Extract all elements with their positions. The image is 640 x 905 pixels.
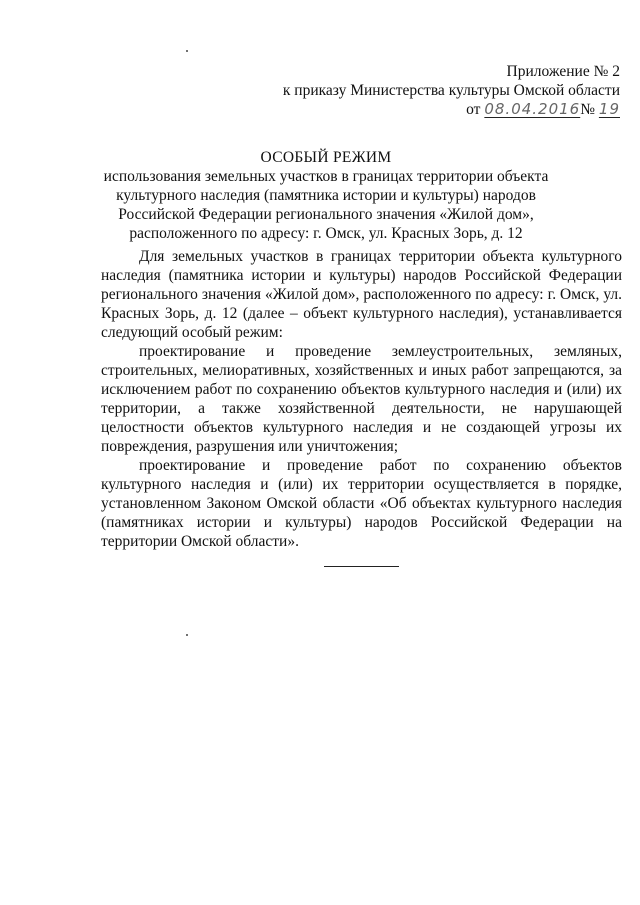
document-subtitle: использования земельных участков в границах территории объекта культурного наследия (памятника истории и культуры) народов Российской Федерации регионального значения «Жилой дом», расположенного по адресу: г. Омск, ул. Красных Зорь, д. 12: [103, 168, 549, 242]
handwritten-number: 19: [598, 100, 620, 118]
scan-speck: [186, 50, 188, 52]
document-body: [101, 247, 622, 551]
appendix-date-line: [283, 100, 620, 119]
document-title: ОСОБЫЙ РЕЖИМ: [260, 149, 392, 166]
appendix-number: Приложение № 2: [506, 63, 620, 80]
body-paragraph: проектирование и проведение землеустроительных, земляных, строительных, мелиоративных, хозяйственных и иных работ запрещаются, за исключением работ по сохранению объектов культурного наследия и (или) их территории, а также хозяйственной деятельности, не нарушающей целостности объектов культурного наследия и не создающей угрозы их повреждения, разрушения или уничтожения;: [101, 343, 622, 455]
body-paragraph: Для земельных участков в границах территории объекта культурного наследия (памятника истории и культуры) народов Российской Федерации регионального значения «Жилой дом», расположенного по адресу: г. Омск, ул. Красных Зорь, д. 12 (далее – объект культурного наследия), устанавливается следующий особый режим:: [101, 248, 622, 341]
date-prefix: от: [466, 101, 481, 118]
closing-rule: [324, 566, 399, 567]
appendix-header: [283, 62, 620, 119]
body-paragraph: проектирование и проведение работ по сохранению объектов культурного наследия и (или) их территории осуществляется в порядке, установленном Законом Омской области «Об объектах культурного наследия (памятниках истории и культуры) народов Российской Федерации на территории Омской области».: [101, 457, 622, 550]
handwritten-date: 08.04.2016: [484, 100, 581, 118]
appendix-order-ref: к приказу Министерства культуры Омской области: [282, 82, 620, 99]
number-prefix: №: [580, 101, 596, 118]
document-heading: [92, 148, 560, 243]
scan-speck: [186, 634, 188, 636]
